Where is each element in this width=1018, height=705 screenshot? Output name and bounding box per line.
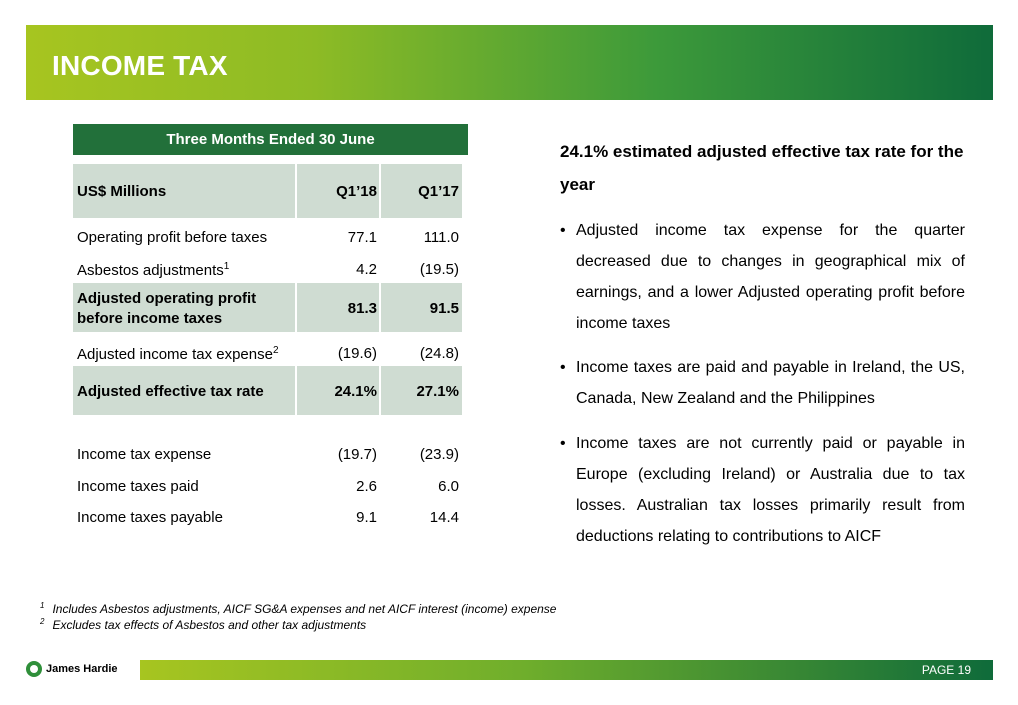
row-label: Operating profit before taxes	[77, 229, 268, 246]
row-value-q1-17: 91.5	[429, 300, 459, 317]
bullet-text: Income taxes are not currently paid or payable in Europe (excluding Ireland) or Australia due to tax losses. Australian tax losses primarily result from deductions relating to contributions to AICF	[576, 435, 965, 545]
bullet-text: Adjusted income tax expense for the quarter decreased due to changes in geographical mix of earnings, and a lower Adjusted operating profit before income taxes	[576, 222, 965, 332]
row-value-q1-17: (19.5)	[419, 261, 459, 278]
row-value-q1-17: (24.8)	[419, 345, 459, 362]
table-header-label: US$ Millions	[77, 183, 167, 200]
page-title: INCOME TAX	[52, 50, 228, 81]
row-label: Adjusted operating profit	[77, 290, 257, 307]
bullet-icon: •	[560, 435, 566, 452]
row-value-q1-18: 24.1%	[334, 383, 377, 400]
james-hardie-logo-icon	[26, 661, 42, 677]
bullet-point	[560, 428, 965, 552]
footer-bar	[140, 660, 993, 680]
row-label: Income tax expense	[77, 446, 212, 463]
row-value-q1-18: 2.6	[356, 478, 377, 495]
row-value-q1-17: (23.9)	[419, 446, 459, 463]
bullet-text: Income taxes are paid and payable in Ireland, the US, Canada, New Zealand and the Philippines	[576, 359, 965, 407]
row-value-q1-18: (19.7)	[337, 446, 377, 463]
row-value-q1-18: 9.1	[356, 509, 377, 526]
page-number: PAGE 19	[921, 663, 971, 677]
row-label: Adjusted effective tax rate	[77, 383, 264, 400]
table-header-col2: Q1’17	[418, 183, 459, 200]
row-value-q1-17: 14.4	[429, 509, 459, 526]
row-label-line2: before income taxes	[77, 310, 223, 327]
footnote: $^1$ Includes Asbestos adjustments, AICF SG&A expenses and net AICF interest (income) expense	[40, 601, 557, 616]
row-value-q1-17: 6.0	[438, 478, 459, 495]
row-label: Income taxes paid	[77, 478, 199, 495]
title-banner	[26, 25, 993, 100]
company-logo	[26, 659, 118, 679]
table-header-col1: Q1’18	[336, 183, 377, 200]
bullet-point	[560, 352, 965, 414]
row-value-q1-18: 81.3	[347, 300, 377, 317]
bullet-icon: •	[560, 222, 566, 239]
summary-heading: 24.1% estimated adjusted effective tax rate for the year	[560, 142, 964, 194]
row-label: Adjusted income tax expense$^2$	[77, 345, 279, 363]
table-caption: Three Months Ended 30 June	[73, 124, 468, 155]
row-value-q1-17: 111.0	[423, 229, 459, 246]
row-value-q1-18: 4.2	[356, 261, 377, 278]
logo-text: James Hardie	[46, 663, 118, 675]
footnote: $^2$ Excludes tax effects of Asbestos and other tax adjustments	[40, 617, 367, 632]
row-value-q1-17: 27.1%	[416, 383, 459, 400]
footnote-ref: 1	[223, 261, 230, 272]
row-label: Asbestos adjustments$^1$	[77, 261, 230, 279]
footnote-ref: 2	[272, 345, 279, 356]
bullet-point	[560, 215, 965, 339]
bullet-icon: •	[560, 359, 566, 376]
row-value-q1-18: 77.1	[347, 229, 377, 246]
row-value-q1-18: (19.6)	[337, 345, 377, 362]
row-label: Income taxes payable	[77, 509, 223, 526]
